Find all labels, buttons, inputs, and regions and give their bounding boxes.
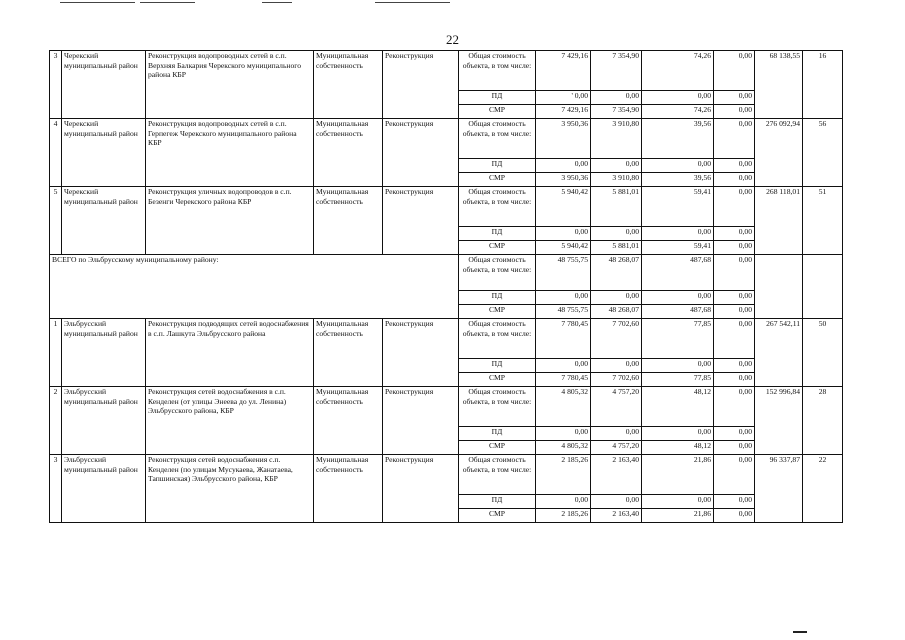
district-cell: Черекский муниципальный район — [62, 119, 146, 187]
amount-cell: 4 805,32 — [536, 441, 591, 455]
amount-cell: 0,00 — [714, 441, 755, 455]
district-cell: Эльбрусский муниципальный район — [62, 387, 146, 455]
amount-cell: 3 950,36 — [536, 119, 591, 159]
amount-cell: 0,00 — [714, 291, 755, 305]
amount-cell: 0,00 — [714, 305, 755, 319]
amount-cell: 48 755,75 — [536, 255, 591, 291]
smr-label-cell: СМР — [459, 509, 536, 523]
amount-cell: 5 881,01 — [591, 187, 642, 227]
page-number: 22 — [446, 32, 459, 47]
row-index: 2 — [50, 387, 62, 455]
amount-cell: 0,00 — [714, 119, 755, 159]
pd-label-cell: ПД — [459, 91, 536, 105]
amount-cell: 0,00 — [536, 359, 591, 373]
amount-cell: 487,68 — [642, 255, 714, 291]
ownership-cell: Муниципальная собственность — [314, 387, 383, 455]
smr-label-cell: СМР — [459, 105, 536, 119]
population-cell: 96 337,87 — [755, 455, 803, 523]
work-type-cell: Реконструкция — [383, 119, 459, 187]
amount-cell: 2 163,40 — [591, 509, 642, 523]
project-cell: Реконструкция подводящих сетей водоснабжения в с.п. Лашкута Эльбрусского района — [146, 319, 314, 387]
amount-cell: 59,41 — [642, 187, 714, 227]
project-row — [50, 319, 843, 359]
amount-cell: 7 354,90 — [591, 105, 642, 119]
amount-cell: 0,00 — [714, 227, 755, 241]
smr-label-cell: СМР — [459, 241, 536, 255]
population-cell: 68 138,55 — [755, 51, 803, 119]
amount-cell: 0,00 — [714, 509, 755, 523]
amount-cell: 21,86 — [642, 509, 714, 523]
project-row — [50, 387, 843, 427]
funding-table — [49, 50, 843, 523]
amount-cell: 0,00 — [591, 495, 642, 509]
amount-cell: 3 910,80 — [591, 119, 642, 159]
amount-cell: 7 702,60 — [591, 373, 642, 387]
subtotal-label: ВСЕГО по Эльбрусскому муниципальному району: — [50, 255, 459, 319]
amount-cell: 2 163,40 — [591, 455, 642, 495]
cost-label-cell: Общая стоимость объекта, в том числе: — [459, 455, 536, 495]
amount-cell: 48 268,07 — [591, 255, 642, 291]
row-index: 1 — [50, 319, 62, 387]
amount-cell: 77,85 — [642, 319, 714, 359]
amount-cell: 0,00 — [591, 427, 642, 441]
amount-cell: 77,85 — [642, 373, 714, 387]
scan-artifact-line — [262, 2, 292, 3]
amount-cell: 0,00 — [714, 373, 755, 387]
project-row — [50, 187, 843, 227]
smr-label-cell: СМР — [459, 373, 536, 387]
amount-cell: ' 0,00 — [536, 91, 591, 105]
cost-label-cell: Общая стоимость объекта, в том числе: — [459, 187, 536, 227]
row-index: 3 — [50, 51, 62, 119]
amount-cell: 4 805,32 — [536, 387, 591, 427]
row-index: 3 — [50, 455, 62, 523]
amount-cell: 0,00 — [714, 105, 755, 119]
empty-cell — [755, 255, 803, 319]
amount-cell: 0,00 — [591, 91, 642, 105]
amount-cell: 0,00 — [714, 387, 755, 427]
scan-artifact-line — [140, 2, 195, 3]
work-type-cell: Реконструкция — [383, 455, 459, 523]
amount-cell: 0,00 — [714, 319, 755, 359]
amount-cell: 0,00 — [536, 291, 591, 305]
amount-cell: 21,86 — [642, 455, 714, 495]
row-index: 4 — [50, 119, 62, 187]
amount-cell: 0,00 — [714, 495, 755, 509]
project-cell: Реконструкция сетей водоснабжения с.п. Кенделен (по улицам Мусукаева, Жанатаева, Тапшинская) Эльбрусского района, КБР — [146, 455, 314, 523]
amount-cell: 0,00 — [714, 159, 755, 173]
amount-cell: 0,00 — [642, 291, 714, 305]
amount-cell: 0,00 — [536, 495, 591, 509]
amount-cell: 3 910,80 — [591, 173, 642, 187]
amount-cell: 3 950,36 — [536, 173, 591, 187]
amount-cell: 2 185,26 — [536, 455, 591, 495]
project-cell: Реконструкция водопроводных сетей в с.п. Герпегеж Черекского муниципального района КБР — [146, 119, 314, 187]
ownership-cell: Муниципальная собственность — [314, 187, 383, 255]
amount-cell: 4 757,20 — [591, 387, 642, 427]
project-cell: Реконструкция водопроводных сетей в с.п. Верхняя Балкария Черекского муниципального района КБР — [146, 51, 314, 119]
amount-cell: 7 354,90 — [591, 51, 642, 91]
work-type-cell: Реконструкция — [383, 51, 459, 119]
amount-cell: 0,00 — [714, 51, 755, 91]
smr-label-cell: СМР — [459, 441, 536, 455]
amount-cell: 2 185,26 — [536, 509, 591, 523]
amount-cell: 39,56 — [642, 173, 714, 187]
amount-cell: 0,00 — [642, 427, 714, 441]
amount-cell: 7 780,45 — [536, 319, 591, 359]
amount-cell: 7 780,45 — [536, 373, 591, 387]
work-type-cell: Реконструкция — [383, 187, 459, 255]
cost-label-cell: Общая стоимость объекта, в том числе: — [459, 119, 536, 159]
pd-label-cell: ПД — [459, 495, 536, 509]
district-cell: Черекский муниципальный район — [62, 187, 146, 255]
amount-cell: 487,68 — [642, 305, 714, 319]
pd-label-cell: ПД — [459, 427, 536, 441]
pd-label-cell: ПД — [459, 359, 536, 373]
amount-cell: 7 429,16 — [536, 51, 591, 91]
population-cell: 267 542,11 — [755, 319, 803, 387]
district-cell: Эльбрусский муниципальный район — [62, 455, 146, 523]
amount-cell: 0,00 — [714, 427, 755, 441]
project-row — [50, 119, 843, 159]
district-cell: Черекский муниципальный район — [62, 51, 146, 119]
amount-cell: 5 940,42 — [536, 241, 591, 255]
district-cell: Эльбрусский муниципальный район — [62, 319, 146, 387]
scan-artifact-line — [60, 2, 135, 3]
pd-label-cell: ПД — [459, 291, 536, 305]
project-cell: Реконструкция уличных водопроводов в с.п. Безенги Черекского района КБР — [146, 187, 314, 255]
population-cell: 152 996,84 — [755, 387, 803, 455]
points-cell: 16 — [803, 51, 843, 119]
points-cell: 51 — [803, 187, 843, 255]
amount-cell: 48,12 — [642, 387, 714, 427]
points-cell: 22 — [803, 455, 843, 523]
ownership-cell: Муниципальная собственность — [314, 51, 383, 119]
amount-cell: 74,26 — [642, 105, 714, 119]
cost-label-cell: Общая стоимость объекта, в том числе: — [459, 387, 536, 427]
project-row — [50, 455, 843, 495]
amount-cell: 0,00 — [714, 173, 755, 187]
amount-cell: 0,00 — [714, 255, 755, 291]
points-cell: 56 — [803, 119, 843, 187]
amount-cell: 0,00 — [642, 359, 714, 373]
population-cell: 276 092,94 — [755, 119, 803, 187]
smr-label-cell: СМР — [459, 305, 536, 319]
amount-cell: 0,00 — [642, 159, 714, 173]
population-cell: 268 118,01 — [755, 187, 803, 255]
project-cell: Реконструкция сетей водоснабжения в с.п. Кенделен (от улицы Энеева до ул. Ленина) Эльбрусского района, КБР — [146, 387, 314, 455]
amount-cell: 39,56 — [642, 119, 714, 159]
pd-label-cell: ПД — [459, 227, 536, 241]
work-type-cell: Реконструкция — [383, 387, 459, 455]
ownership-cell: Муниципальная собственность — [314, 319, 383, 387]
amount-cell: 0,00 — [642, 495, 714, 509]
amount-cell: 7 429,16 — [536, 105, 591, 119]
amount-cell: 0,00 — [714, 359, 755, 373]
points-cell: 50 — [803, 319, 843, 387]
amount-cell: 0,00 — [714, 187, 755, 227]
subtotal-row — [50, 255, 843, 291]
amount-cell: 48 268,07 — [591, 305, 642, 319]
scan-artifact-line — [375, 2, 450, 3]
scan-artifact-mark — [793, 631, 807, 633]
amount-cell: 0,00 — [536, 427, 591, 441]
amount-cell: 0,00 — [591, 159, 642, 173]
ownership-cell: Муниципальная собственность — [314, 455, 383, 523]
amount-cell: 0,00 — [591, 291, 642, 305]
smr-label-cell: СМР — [459, 173, 536, 187]
cost-label-cell: Общая стоимость объекта, в том числе: — [459, 319, 536, 359]
amount-cell: 0,00 — [714, 241, 755, 255]
amount-cell: 74,26 — [642, 51, 714, 91]
amount-cell: 5 940,42 — [536, 187, 591, 227]
ownership-cell: Муниципальная собственность — [314, 119, 383, 187]
amount-cell: 0,00 — [714, 91, 755, 105]
empty-cell — [803, 255, 843, 319]
cost-label-cell: Общая стоимость объекта, в том числе: — [459, 51, 536, 91]
amount-cell: 0,00 — [591, 359, 642, 373]
amount-cell: 0,00 — [714, 455, 755, 495]
amount-cell: 0,00 — [591, 227, 642, 241]
amount-cell: 5 881,01 — [591, 241, 642, 255]
amount-cell: 7 702,60 — [591, 319, 642, 359]
amount-cell: 0,00 — [536, 227, 591, 241]
cost-label-cell: Общая стоимость объекта, в том числе: — [459, 255, 536, 291]
amount-cell: 0,00 — [536, 159, 591, 173]
project-row — [50, 51, 843, 91]
amount-cell: 0,00 — [642, 91, 714, 105]
amount-cell: 0,00 — [642, 227, 714, 241]
amount-cell: 4 757,20 — [591, 441, 642, 455]
amount-cell: 48,12 — [642, 441, 714, 455]
points-cell: 28 — [803, 387, 843, 455]
work-type-cell: Реконструкция — [383, 319, 459, 387]
row-index: 5 — [50, 187, 62, 255]
pd-label-cell: ПД — [459, 159, 536, 173]
amount-cell: 48 755,75 — [536, 305, 591, 319]
amount-cell: 59,41 — [642, 241, 714, 255]
